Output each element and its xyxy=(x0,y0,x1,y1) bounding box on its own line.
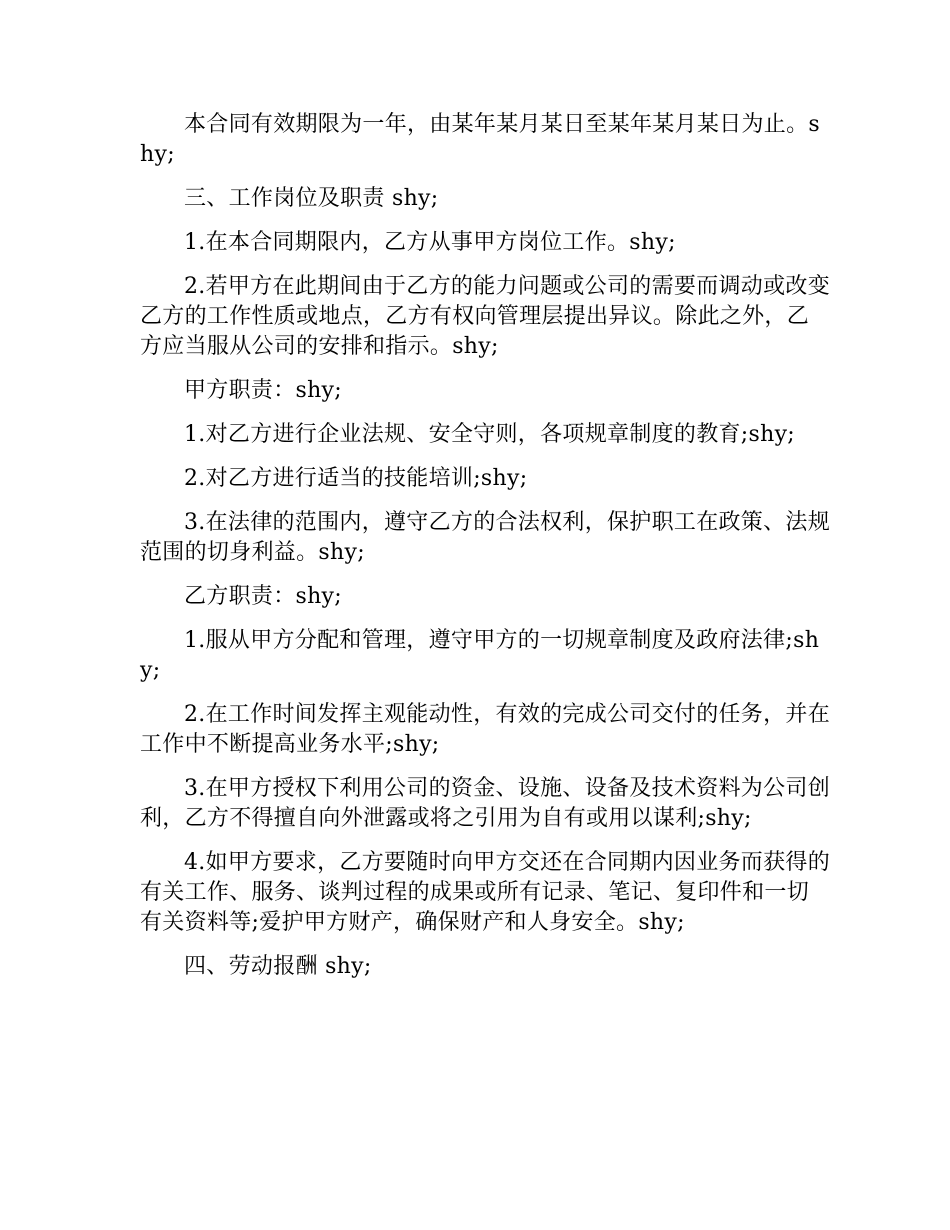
paragraph-party-a-duty-3: 3.在法律的范围内，遵守乙方的合法权利，保护职工在政策、法规范围的切身利益。shy; xyxy=(140,510,830,565)
document-body xyxy=(140,110,830,996)
paragraph-job-item-2: 2.若甲方在此期间由于乙方的能力问题或公司的需要而调动或改变乙方的工作性质或地点，乙方有权向管理层提出异议。除此之外，乙方应当服从公司的安排和指示。shy; xyxy=(140,274,830,359)
paragraph-party-b-duty-2: 2.在工作时间发挥主观能动性，有效的完成公司交付的任务，并在工作中不断提高业务水平;shy; xyxy=(140,702,830,757)
paragraph-party-b-duty-1: 1.服从甲方分配和管理，遵守甲方的一切规章制度及政府法律;shy; xyxy=(140,628,820,683)
heading-section-3-job-duties: 三、工作岗位及职责 shy; xyxy=(184,186,439,211)
paragraph-party-b-duty-4: 4.如甲方要求，乙方要随时向甲方交还在合同期内因业务而获得的有关工作、服务、谈判过程的成果或所有记录、笔记、复印件和一切有关资料等;爱护甲方财产，确保财产和人身安全。shy; xyxy=(140,850,830,935)
heading-party-b-duties: 乙方职责：shy; xyxy=(184,584,343,609)
heading-section-4-remuneration: 四、劳动报酬 shy; xyxy=(184,954,372,979)
paragraph-job-item-1: 1.在本合同期限内，乙方从事甲方岗位工作。shy; xyxy=(184,230,676,255)
paragraph-validity-period: 本合同有效期限为一年，由某年某月某日至某年某月某日为止。shy; xyxy=(140,112,820,167)
paragraph-party-a-duty-2: 2.对乙方进行适当的技能培训;shy; xyxy=(184,466,528,491)
paragraph-party-b-duty-3: 3.在甲方授权下利用公司的资金、设施、设备及技术资料为公司创利，乙方不得擅自向外泄露或将之引用为自有或用以谋利;shy; xyxy=(140,776,830,831)
paragraph-party-a-duty-1: 1.对乙方进行企业法规、安全守则，各项规章制度的教育;shy; xyxy=(184,422,796,447)
heading-party-a-duties: 甲方职责：shy; xyxy=(184,378,343,403)
